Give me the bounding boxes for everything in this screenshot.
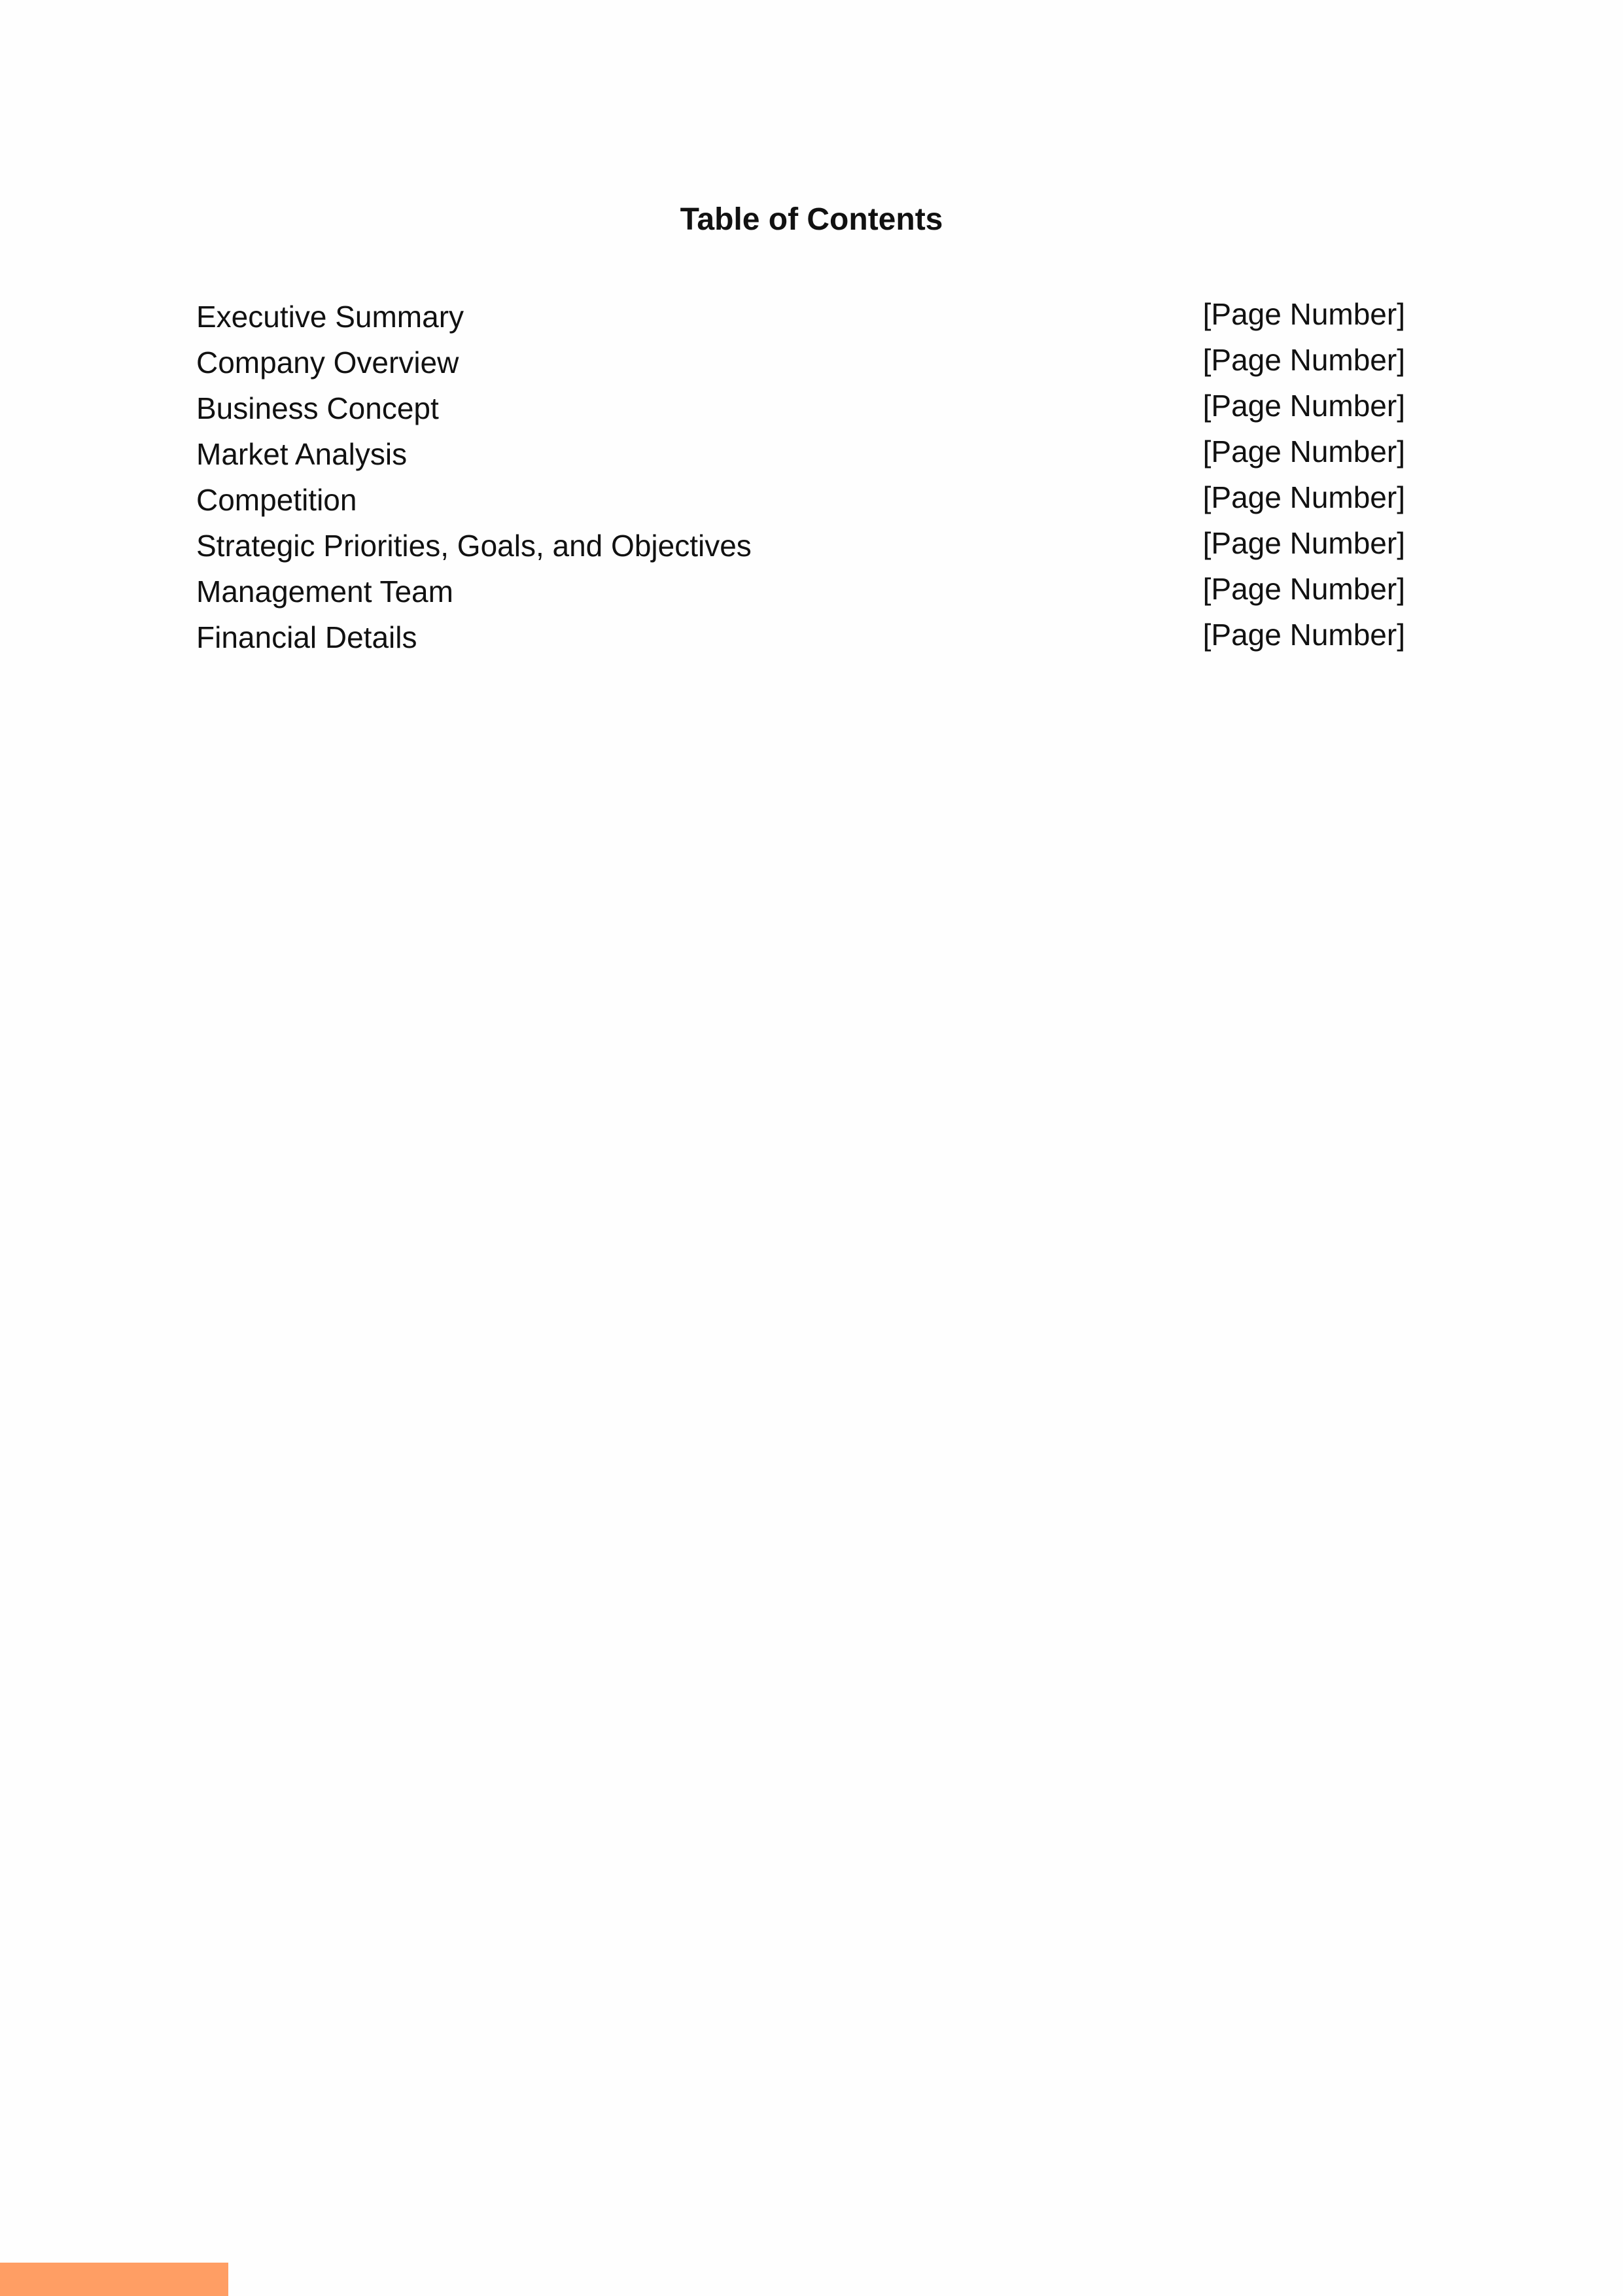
toc-entry-label: Management Team (196, 574, 453, 609)
toc-entry-page-number: [Page Number] (1202, 618, 1405, 652)
toc-entry (196, 475, 1405, 521)
toc-entry-page-number: [Page Number] (1202, 389, 1405, 423)
toc-entry-page-number: [Page Number] (1202, 572, 1405, 606)
toc-entry-label: Executive Summary (196, 300, 464, 334)
toc-entry-label: Company Overview (196, 345, 459, 380)
toc-entry-label: Competition (196, 483, 357, 517)
toc-entry (196, 429, 1405, 475)
toc-entry-page-number: [Page Number] (1202, 297, 1405, 331)
toc-entry-label: Market Analysis (196, 437, 408, 471)
toc-entry-label: Business Concept (196, 391, 439, 425)
toc-entry (196, 292, 1405, 338)
toc-entry-page-number: [Page Number] (1202, 434, 1405, 468)
table-of-contents (196, 292, 1405, 658)
toc-entry (196, 612, 1405, 658)
toc-entry-label: Strategic Priorities, Goals, and Objectives (196, 529, 752, 563)
page-title: Table of Contents (680, 202, 943, 237)
toc-entry (196, 521, 1405, 567)
toc-entry-label: Financial Details (196, 620, 417, 654)
toc-entry-page-number: [Page Number] (1202, 480, 1405, 514)
toc-entry (196, 567, 1405, 612)
toc-entry (196, 383, 1405, 429)
footer-accent-bar (0, 2263, 228, 2296)
toc-entry-page-number: [Page Number] (1202, 343, 1405, 377)
toc-entry-page-number: [Page Number] (1202, 526, 1405, 560)
toc-entry (196, 338, 1405, 383)
